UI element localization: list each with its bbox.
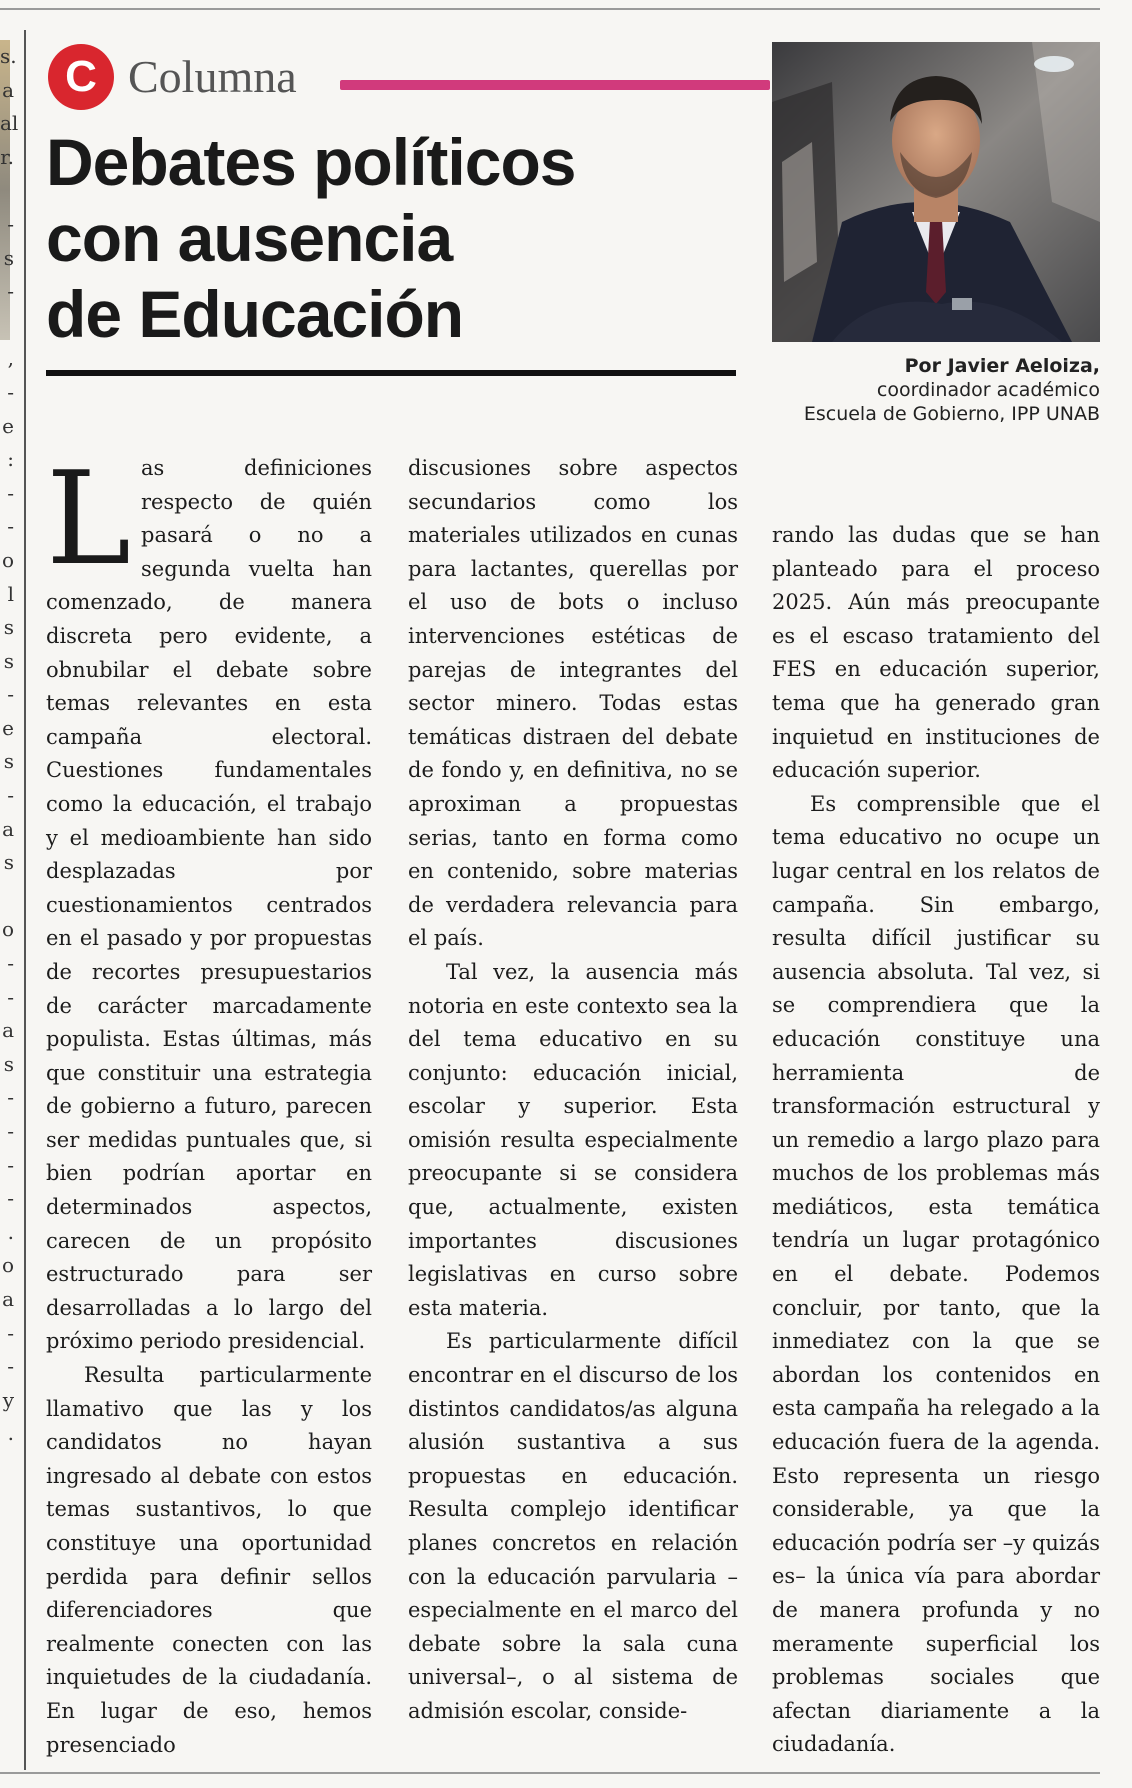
gutter-fragment: - [7,1085,14,1110]
gutter-fragment: a [2,1018,14,1043]
gutter-fragment: l [7,581,14,606]
gutter-fragment: e [2,413,14,438]
gutter-fragment: - [7,279,14,304]
paragraph: as definiciones respecto de quién pasará o no a segunda vuelta han comenzado, de manera discreta pero evidente, a obnubilar el debate sobre temas relevantes en esta campaña electoral. Cuestiones fundamentales como la educación, el trabajo y el medioambiente han sido desplazadas por cuestionamientos centrados en el pasado y por propuestas de recortes presupuestarios de carácter marcadamente populista. Estas últimas, más que constituir una estrategia de gobierno a futuro, parecen ser medidas puntuales que, si bien podrían aportar en determinados aspectos, carecen de un propósito estructurado para ser desarrolladas a lo largo del próximo periodo presidencial. [46,456,372,1354]
paragraph: rando las dudas que se han planteado para el proceso 2025. Aún más preocupante es el escaso tratamiento del FES en educación superior, tema que ha generado gran inquietud en instituciones de educación superior. [772,523,1100,783]
paragraph: Es comprensible que el tema educativo no ocupe un lugar central en los relatos de campaña. Sin embargo, resulta difícil justificar su ausencia absoluta. Tal vez, si se comprendiera que la educación constituye una herramienta de transformación estructural y un remedio a largo plazo para muchos de los problemas más mediáticos, esta temática tendría un lugar protagónico en el debate. Podemos concluir, por tanto, que la inmediatez con la que se abordan los contenidos en esta campaña ha relegado a la educación fuera de la agenda. Esto representa un riesgo considerable, ya que la educación podría ser –y quizás es– la única vía para abordar de manera profunda y no meramente superficial los problemas sociales que afectan diariamente a la ciudadanía. [772,791,1100,1757]
gutter-fragment: al [0,111,19,136]
gutter-fragment: s [3,648,14,673]
column-divider [24,30,26,1770]
gutter-fragment: - [7,480,14,505]
paragraph: Resulta particularmente llamativo que las y los candidatos no hayan ingresado al debate con estos temas sustantivos, lo que constituye una oportunidad perdida para definir sellos diferenciadores que realmente conecten con las inquietudes de la ciudadanía. En lugar de eso, hemos presenciado [46,1363,372,1757]
gutter-fragment: o [1,1253,14,1278]
byline [804,354,1100,426]
gutter-fragment: - [7,379,14,404]
gutter-fragment: s [3,245,14,270]
gutter-fragment: - [7,514,14,539]
gutter-fragment: - [7,211,14,236]
paragraph: Tal vez, la ausencia más notoria en este contexto sea la del tema educativo en su conjunto: educación inicial, escolar y superior. Esta omisión resulta especialmente preocupante si se considera que, actualmente, existen importantes discusiones legislativas en curso sobre esta materia. [408,959,738,1320]
gutter-fragment: - [7,1186,14,1211]
section-accent-rule [340,80,770,90]
paragraph: discusiones sobre aspectos secundarios como los materiales utilizados en cunas para lactantes, querellas por el uso de bots o incluso intervenciones estéticas de parejas de integrantes del sector minero. Todas estas temáticas distraen del debate de fondo y, en definitiva, no se aproximan a propuestas serias, tanto en forma como en contenido, sobre materias de verdadera relevancia para el país. [408,456,738,951]
author-role: coordinador académico [876,379,1100,401]
author-portrait-illustration [772,42,1100,342]
gutter-fragment: : [7,447,14,472]
headline-line-3: de Educación [46,277,464,351]
gutter-fragment: - [7,1354,14,1379]
section-label: Columna [128,51,297,102]
gutter-fragment: y [2,1387,14,1412]
gutter-fragment: - [7,783,14,808]
gutter-fragment [0,880,16,914]
gutter-fragment: s [3,615,14,640]
article-column-3 [772,519,1100,1762]
gutter-fragment: r. [0,144,14,169]
gutter-fragment: s [3,850,14,875]
gutter-fragment: s. [0,44,17,68]
gutter-fragment: s [3,1051,14,1076]
gutter-fragment [0,174,16,208]
gutter-fragment [0,309,16,343]
gutter-fragment: e [2,715,14,740]
gutter-fragment: a [2,77,14,102]
author-name: Por Javier Aeloiza, [904,355,1100,377]
gutter-fragment: - [7,1152,14,1177]
gutter-fragment: o [1,547,14,572]
author-photo [772,42,1100,342]
article-column-2 [408,452,738,1729]
headline-rule [46,370,736,376]
gutter-fragment: - [7,951,14,976]
headline-line-1: Debates políticos [46,125,576,199]
gutter-fragment: a [2,1286,14,1311]
gutter-fragment: s [3,749,14,774]
adjacent-column-fragment [0,40,19,1760]
gutter-fragment: , [7,346,14,371]
gutter-fragment: . [7,1219,14,1244]
gutter-fragment: o [1,917,14,942]
headline-line-2: con ausencia [46,201,453,275]
headline [46,124,686,352]
article-column-1 [46,445,372,1762]
gutter-fragment: - [7,682,14,707]
gutter-fragment: a [2,816,14,841]
bottom-rule [0,1772,1100,1774]
gutter-fragment: - [7,984,14,1009]
gutter-fragment: - [7,1119,14,1143]
section-badge: C [48,44,114,110]
gutter-fragment: - [7,1320,14,1345]
drop-cap: L [46,445,131,594]
top-rule [0,8,1100,10]
paragraph: Es particularmente difícil encontrar en el discurso de los distintos candidatos/as alguna alusión sustantiva a sus propuestas en educación. Resulta complejo identificar planes concretos en relación con la educación parvularia –especialmente en el marco del debate sobre la sala cuna universal–, o al sistema de admisión escolar, conside- [408,1329,738,1723]
gutter-fragment: . [7,1421,14,1446]
author-organization: Escuela de Gobierno, IPP UNAB [803,403,1100,425]
